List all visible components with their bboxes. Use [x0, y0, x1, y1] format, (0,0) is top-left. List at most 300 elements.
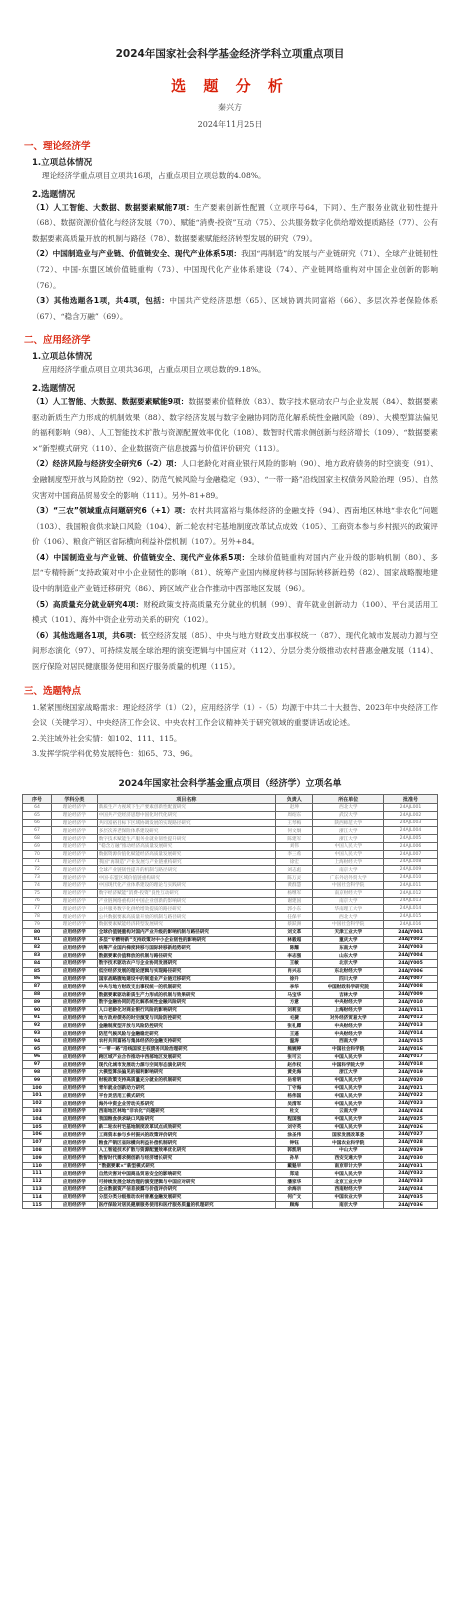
paragraph-lead: （1）人工智能、大数据、数据要素赋能9项： [32, 396, 189, 406]
paragraph-text: 低空经济发展（85）、中央与地方财政支出事权统一（87）、现代化城市发展动力源与空间形态演化（97）、可持续发展全球治理的演变逻辑与中国应对（112）、分层分类分级推动农村普惠金融发展（114）、医疗保险对居民健康服务使用和医疗服务质量的机理（115）。 [32, 630, 438, 672]
overview-text: 理论经济学重点项目立项共16项，占重点项目立项总数的4.08%。 [42, 171, 266, 180]
cell-pi: 张可云 [276, 1053, 313, 1061]
cell-number: 83 [23, 952, 52, 960]
cell-project-name: 国家战略腹地建设中的制造业产业链迁移研究 [97, 975, 275, 983]
cell-pi: 徐升 [276, 975, 313, 983]
cell-approval-no: 24AJL008 [384, 858, 438, 866]
cell-number: 70 [23, 850, 52, 858]
cell-project-name: 人工智能技术扩散与资源配置效率优化研究 [97, 1147, 275, 1155]
table-row [23, 967, 438, 975]
subheading-topics: 2.选题情况 [32, 189, 76, 200]
cell-pi: 陈建军 [276, 835, 313, 843]
cell-approval-no: 24AJY007 [384, 975, 438, 983]
cell-discipline: 应用经济学 [52, 1100, 98, 1108]
cell-institution: 北京工业大学 [313, 1178, 384, 1186]
table-row [23, 827, 438, 835]
cell-institution: 武汉大学 [313, 811, 384, 819]
cell-discipline: 应用经济学 [52, 1014, 98, 1022]
table-row [23, 858, 438, 866]
cell-discipline: 理论经济学 [52, 874, 98, 882]
cell-discipline: 应用经济学 [52, 1201, 98, 1209]
cell-approval-no: 24AJY031 [384, 1162, 438, 1170]
table-row [23, 975, 438, 983]
cell-approval-no: 24AJY029 [384, 1147, 438, 1155]
cell-approval-no: 24AJL012 [384, 889, 438, 897]
paragraph-lead: （2）经济风险与经济安全研究6（-2）项： [32, 459, 182, 469]
cell-institution: 西北大学 [313, 913, 384, 921]
cell-discipline: 应用经济学 [52, 1178, 98, 1186]
cell-number: 66 [23, 819, 52, 827]
table-row [23, 913, 438, 921]
cell-discipline: 应用经济学 [52, 936, 98, 944]
cell-pi: 郭凯明 [276, 1147, 313, 1155]
cell-discipline: 应用经济学 [52, 1170, 98, 1178]
cell-discipline: 应用经济学 [52, 1022, 98, 1030]
topic-paragraph [32, 628, 438, 675]
table-row [23, 1069, 438, 1077]
cell-approval-no: 24AJL013 [384, 897, 438, 905]
section-heading-features: 三、选题特点 [24, 685, 82, 697]
cell-institution: 南京审计大学 [313, 1162, 384, 1170]
cell-discipline: 应用经济学 [52, 1006, 98, 1014]
cell-number: 114 [23, 1193, 52, 1201]
topic-paragraph [32, 246, 438, 293]
cell-discipline: 应用经济学 [52, 1061, 98, 1069]
table-row [23, 952, 438, 960]
cell-approval-no: 24AJY017 [384, 1053, 438, 1061]
cell-institution: 中国人民大学 [313, 1076, 384, 1084]
cell-pi: 刘伟 [276, 842, 313, 850]
cell-pi: 任保平 [276, 913, 313, 921]
table-row [23, 1193, 438, 1201]
table-row [23, 1154, 438, 1162]
cell-pi: 孙早 [276, 1154, 313, 1162]
cell-approval-no: 24AJL009 [384, 866, 438, 874]
cell-institution: 中山大学 [313, 1147, 384, 1155]
col-header-pi: 负责人 [276, 795, 313, 804]
cell-discipline: 应用经济学 [52, 983, 98, 991]
paragraph-text: 农村共同富裕与集体经济的金融支持（94）、西南地区林地“非农化”问题（103）、我国粮食供求缺口风险（104）、新二轮农村宅基地制度改革试点成效（105）、工商资本参与乡村振兴的政策评价（106）、粮食产销区省际横向利益补偿机制（107）。另外+84。 [32, 506, 438, 547]
cell-institution: 东南大学 [313, 944, 384, 952]
cell-pi: 何广文 [276, 1193, 313, 1201]
cell-project-name: 地方政府债务的时空演变与风险防控研究 [97, 1014, 275, 1022]
cell-approval-no: 24AJL001 [384, 804, 438, 812]
cell-institution: 中国人民大学 [313, 1115, 384, 1123]
cell-number: 76 [23, 897, 52, 905]
cell-pi: 王遥 [276, 1030, 313, 1038]
cell-institution: 中央财经大学 [313, 1022, 384, 1030]
cell-approval-no: 24AJY030 [384, 1154, 438, 1162]
cell-pi: 温涛 [276, 1037, 313, 1045]
topic-paragraph [32, 597, 438, 628]
cell-project-name: 防范气候风险与金融稳定研究 [97, 1030, 275, 1038]
cell-approval-no: 24AJY023 [384, 1100, 438, 1108]
cell-number: 82 [23, 944, 52, 952]
cell-institution: 云南大学 [313, 1108, 384, 1116]
cell-institution: 中央财经大学 [313, 1030, 384, 1038]
cell-number: 84 [23, 959, 52, 967]
cell-pi: 程国强 [276, 1115, 313, 1123]
table-row [23, 936, 438, 944]
cell-discipline: 应用经济学 [52, 998, 98, 1006]
cell-project-name: 企业数据资产信息披露与价值评价研究 [97, 1186, 275, 1194]
cell-pi: 陈万灵 [276, 874, 313, 882]
cell-number: 112 [23, 1178, 52, 1186]
cell-institution: 南京大学 [313, 897, 384, 905]
cell-discipline: 理论经济学 [52, 804, 98, 812]
table-row [23, 928, 438, 936]
paragraph-text: 我国“再制造”的发展与产业链研究（71）、全球产业链韧性（72）、中国-东盟区域价值链重构（73）、中国现代化产业体系建设（74）、产业链网络重构对中国企业创新的影响（76）。 [32, 249, 438, 290]
cell-number: 99 [23, 1076, 52, 1084]
document-subtitle: 选 题 分 析 [171, 77, 289, 95]
paragraph-text: 生产要素创新性配置（立项序号64，下同）、生产服务业就业韧性提升（68）、数据资源价值化与经济发展（70）、赋能“消费-投资”互动（75）、公共服务数字化供给增效提质路径（77）、公有数据要素高质量开放的机制与路径（78）、数据要素赋能经济转型发展的研究（79）。 [32, 202, 438, 243]
cell-institution: 中国社会科学院 [313, 881, 384, 889]
cell-approval-no: 24AJY018 [384, 1061, 438, 1069]
cell-institution: 西北大学 [313, 804, 384, 812]
table-row [23, 1123, 438, 1131]
table-row [23, 1045, 438, 1053]
cell-number: 72 [23, 866, 52, 874]
cell-number: 110 [23, 1162, 52, 1170]
cell-discipline: 应用经济学 [52, 1131, 98, 1139]
cell-discipline: 应用经济学 [52, 1186, 98, 1194]
cell-institution: 中国人民大学 [313, 842, 384, 850]
cell-project-name: 工商资本参与乡村振兴的政策评价研究 [97, 1131, 275, 1139]
cell-project-name: 数据要素价值释放的机制与路径研究 [97, 952, 275, 960]
cell-institution: 浙江大学 [313, 835, 384, 843]
cell-discipline: 应用经济学 [52, 1092, 98, 1100]
cell-approval-no: 24AJY033 [384, 1178, 438, 1186]
table-row [23, 866, 438, 874]
cell-pi: 杨继军 [276, 889, 313, 897]
cell-number: 65 [23, 811, 52, 819]
cell-institution: 中国社会科学院 [313, 920, 384, 928]
cell-discipline: 应用经济学 [52, 1154, 98, 1162]
table-row [23, 1139, 438, 1147]
cell-approval-no: 24AJY034 [384, 1186, 438, 1194]
cell-number: 93 [23, 1030, 52, 1038]
cell-institution: 中国人民大学 [313, 1053, 384, 1061]
theory-paragraphs [22, 200, 438, 325]
topic-paragraph [32, 394, 438, 456]
cell-approval-no: 24AJL011 [384, 881, 438, 889]
cell-discipline: 应用经济学 [52, 975, 98, 983]
cell-number: 96 [23, 1053, 52, 1061]
cell-approval-no: 24AJL005 [384, 835, 438, 843]
cell-number: 113 [23, 1186, 52, 1194]
cell-pi: 吴清军 [276, 1100, 313, 1108]
cell-approval-no: 24AJL016 [384, 920, 438, 928]
cell-number: 90 [23, 1006, 52, 1014]
topic-paragraph [32, 293, 438, 324]
cell-number: 69 [23, 842, 52, 850]
cell-approval-no: 24AJL004 [384, 827, 438, 835]
cell-number: 98 [23, 1069, 52, 1077]
table-row [23, 874, 438, 882]
cell-number: 95 [23, 1045, 52, 1053]
cell-institution: 重庆大学 [313, 936, 384, 944]
cell-number: 92 [23, 1022, 52, 1030]
cell-pi: 蔡跃洲 [276, 920, 313, 928]
cell-pi: 涂圣伟 [276, 1131, 313, 1139]
table-row [23, 804, 438, 812]
table-row [23, 905, 438, 913]
table-row [23, 1115, 438, 1123]
cell-institution: 南京财经大学 [313, 889, 384, 897]
col-header-number: 序号 [23, 795, 52, 804]
cell-number: 102 [23, 1100, 52, 1108]
cell-pi: 王琴梅 [276, 819, 313, 827]
cell-pi: 李志强 [276, 952, 313, 960]
paragraph-lead: （4）中国制造业与产业链、价值链安全、现代产业体系5项： [32, 552, 250, 562]
cell-approval-no: 24AJY028 [384, 1139, 438, 1147]
cell-pi: 潘家华 [276, 1178, 313, 1186]
date: 2024年11月25日 [197, 120, 263, 129]
cell-pi: 黄群慧 [276, 881, 313, 889]
table-row [23, 991, 438, 999]
cell-project-name: 我国“再制造”产业发展与产业链重构研究 [97, 858, 275, 866]
table-row [23, 983, 438, 991]
cell-approval-no: 24AJY019 [384, 1069, 438, 1077]
cell-discipline: 理论经济学 [52, 850, 98, 858]
cell-project-name: 全球产业链韧性提升的机制与路径研究 [97, 866, 275, 874]
cell-pi: 黄先海 [276, 1069, 313, 1077]
section-heading-theory: 一、理论经济学 [24, 141, 91, 152]
cell-approval-no: 24AJY006 [384, 967, 438, 975]
cell-pi: 谢建国 [276, 897, 313, 905]
cell-number: 71 [23, 858, 52, 866]
cell-project-name: 共同富裕目标下区域协调发展的实现路径研究 [97, 819, 275, 827]
cell-project-name: 数智时代需求侧创新与经济增长研究 [97, 1154, 275, 1162]
table-row [23, 1053, 438, 1061]
cell-project-name: 大模型算法偏见的福利影响研究 [97, 1069, 275, 1077]
cell-number: 81 [23, 936, 52, 944]
cell-project-name: 我国粮食供求缺口风险研究 [97, 1115, 275, 1123]
cell-discipline: 应用经济学 [52, 1045, 98, 1053]
cell-approval-no: 24AJY035 [384, 1193, 438, 1201]
cell-discipline: 理论经济学 [52, 866, 98, 874]
cell-number: 109 [23, 1154, 52, 1162]
cell-approval-no: 24AJL006 [384, 842, 438, 850]
table-header-row [23, 795, 438, 804]
cell-number: 68 [23, 835, 52, 843]
project-table [22, 794, 438, 1209]
table-row [23, 1131, 438, 1139]
table-row [23, 1061, 438, 1069]
cell-pi: 赵坤 [276, 804, 313, 812]
cell-project-name: 多层“专精特新”支持政策对中小企业韧性的影响研究 [97, 936, 275, 944]
topic-paragraph [32, 456, 438, 503]
cell-project-name: 人口老龄化对商业银行风险的影响研究 [97, 1006, 275, 1014]
cell-pi: 杨伟国 [276, 1092, 313, 1100]
paragraph-lead: （1）人工智能、大数据、数据要素赋能7项： [32, 202, 195, 212]
cell-pi: 顾海 [276, 1201, 313, 1209]
table-row [23, 1084, 438, 1092]
cell-number: 97 [23, 1061, 52, 1069]
cell-approval-no: 24AJY005 [384, 959, 438, 967]
cell-pi: 何文炯 [276, 827, 313, 835]
cell-discipline: 应用经济学 [52, 1123, 98, 1131]
cell-pi: 熊婉婷 [276, 1045, 313, 1053]
cell-pi: 王敏 [276, 959, 313, 967]
table-row [23, 881, 438, 889]
cell-project-name: 全球价值链重构对国内产业升级的影响机制与路径研究 [97, 928, 275, 936]
cell-project-name: 多层次养老保险体系建设研究 [97, 827, 275, 835]
cell-project-name: 自然灾害对中国商品贸易安全的影响研究 [97, 1170, 275, 1178]
cell-pi: 郭小东 [276, 905, 313, 913]
cell-institution: 华南理工大学 [313, 905, 384, 913]
cell-institution: 陕西师范大学 [313, 819, 384, 827]
cell-pi: 李华 [276, 983, 313, 991]
cell-discipline: 应用经济学 [52, 1193, 98, 1201]
cell-number: 105 [23, 1123, 52, 1131]
cell-pi: 刘文革 [276, 928, 313, 936]
feature-item: 3.发挥学院学科优势发展特色：如65、73、96。 [32, 749, 198, 759]
cell-approval-no: 24AJY008 [384, 983, 438, 991]
cell-discipline: 理论经济学 [52, 827, 98, 835]
cell-project-name: 中国现代化产业体系建设的理论与实践研究 [97, 881, 275, 889]
cell-approval-no: 24AJY004 [384, 952, 438, 960]
table-row [23, 1170, 438, 1178]
table-row [23, 1178, 438, 1186]
cell-number: 77 [23, 905, 52, 913]
cell-institution: 西安交通大学 [313, 1154, 384, 1162]
cell-institution: 天津工业大学 [313, 928, 384, 936]
table-row [23, 998, 438, 1006]
cell-project-name: “稳含万融”推动经济高质量发展研究 [97, 842, 275, 850]
cell-institution: 四川大学 [313, 975, 384, 983]
paragraph-lead: （6）其他选题各1项，共6项： [32, 630, 141, 640]
cell-institution: 中国人民大学 [313, 1100, 384, 1108]
subheading-overview: 1.立项总体情况 [32, 158, 93, 168]
cell-number: 115 [23, 1201, 52, 1209]
cell-number: 73 [23, 874, 52, 882]
cell-approval-no: 24AJY022 [384, 1092, 438, 1100]
table-row [23, 1022, 438, 1030]
cell-institution: 浙江大学 [313, 827, 384, 835]
feature-item: 1.紧紧围绕国家战略需求：理论经济学（1）（2），应用经济学（1）-（5）均源于中共二十大报告、2023年中央经济工作会议（关键学习）、中央经济工作会议、中央农村工作会议精神关于研究领域的重要讲话或论述。 [32, 702, 438, 728]
cell-pi: 赵作权 [276, 1061, 313, 1069]
cell-project-name: 中国-东盟区域价值链重构研究 [97, 874, 275, 882]
cell-institution: 吉林大学 [313, 991, 384, 999]
cell-approval-no: 24AJY002 [384, 936, 438, 944]
cell-project-name: 医疗保险对居民健康服务使用和医疗服务质量的机理研究 [97, 1201, 275, 1209]
cell-approval-no: 24AJY009 [384, 991, 438, 999]
cell-number: 89 [23, 998, 52, 1006]
cell-number: 79 [23, 920, 52, 928]
cell-project-name: 数字技术驱动农户与企业协同发展研究 [97, 959, 275, 967]
topic-paragraph [32, 503, 438, 550]
table-row [23, 835, 438, 843]
document-title: 2024年国家社会科学基金经济学科立项重点项目 [115, 48, 345, 60]
col-header-project-name: 项目名称 [97, 795, 275, 804]
cell-discipline: 理论经济学 [52, 920, 98, 928]
subheading-overview: 1.立项总体情况 [32, 352, 93, 363]
cell-institution: 中国人民大学 [313, 1092, 384, 1100]
cell-approval-no: 24AJY003 [384, 944, 438, 952]
cell-institution: 广东外语外贸大学 [313, 874, 384, 882]
table-row [23, 944, 438, 952]
cell-project-name: 数据要素驱动新质生产力形成的机制与效果研究 [97, 991, 275, 999]
cell-pi: 余海宗 [276, 1186, 313, 1194]
table-row [23, 1186, 438, 1194]
cell-institution: 北京大学 [313, 959, 384, 967]
table-row [23, 1014, 438, 1022]
cell-approval-no: 24AJY011 [384, 1006, 438, 1014]
cell-project-name: 财税政策支持高质量充分就业的机制研究 [97, 1076, 275, 1084]
cell-number: 106 [23, 1131, 52, 1139]
cell-project-name: 数字技术赋能生产服务业就业韧性提升研究 [97, 835, 275, 843]
cell-number: 104 [23, 1115, 52, 1123]
cell-project-name: 低空经济发展的理论逻辑与实现路径研究 [97, 967, 275, 975]
cell-pi: 李三希 [276, 850, 313, 858]
cell-number: 94 [23, 1037, 52, 1045]
cell-number: 111 [23, 1170, 52, 1178]
cell-project-name: 统筹产业国内梯度转移与国际转移新趋势研究 [97, 944, 275, 952]
cell-institution: 对外经济贸易大学 [313, 1014, 384, 1022]
cell-project-name: 数据要素赋能经济转型发展研究 [97, 920, 275, 928]
topic-paragraph [32, 200, 438, 247]
cell-project-name: 产业链网络重构对中国企业创新的影响研究 [97, 897, 275, 905]
cell-approval-no: 24AJL003 [384, 819, 438, 827]
cell-project-name: “数据要素×”新型模式研究 [97, 1162, 275, 1170]
cell-project-name: 分层分类分级推动农村普惠金融发展研究 [97, 1193, 275, 1201]
col-header-approval-no: 批准号 [384, 795, 438, 804]
paragraph-text: 全球价值链重构对国内产业升级的影响机制（80）、多层“专精特新”支持政策对中小企业韧性的影响（81）、统筹产业国内梯度转移与国际转移新趋势（82）、国家战略腹地建设中的制造业产业链迁移研究（86）、跨区域产业合作推动中西部地区发展（96）。 [32, 552, 438, 594]
cell-discipline: 应用经济学 [52, 991, 98, 999]
cell-project-name: 中国共产党经济思想中国化时代化研究 [97, 811, 275, 819]
cell-project-name: 农村共同富裕与集体经济的金融支持研究 [97, 1037, 275, 1045]
cell-approval-no: 24AJY024 [384, 1108, 438, 1116]
paragraph-lead: （3）“三农”领域重点问题研究6（+1）项： [32, 506, 190, 516]
cell-number: 75 [23, 889, 52, 897]
cell-institution: 中国社会科学院 [313, 1045, 384, 1053]
cell-pi: 方意 [276, 998, 313, 1006]
cell-institution: 中国人民大学 [313, 1170, 384, 1178]
document-page [0, 46, 460, 1600]
cell-project-name: 公共数据要素高质量开放的机制与路径研究 [97, 913, 275, 921]
table-body [23, 804, 438, 1209]
cell-discipline: 应用经济学 [52, 1037, 98, 1045]
cell-number: 67 [23, 827, 52, 835]
cell-discipline: 应用经济学 [52, 1162, 98, 1170]
cell-discipline: 应用经济学 [52, 1030, 98, 1038]
cell-number: 103 [23, 1108, 52, 1116]
table-row [23, 1006, 438, 1014]
feature-item: 2.关注域外社会实情：如102、111、115。 [32, 733, 182, 743]
cell-project-name: 可持续发展全球治理的演变逻辑与中国应对研究 [97, 1178, 275, 1186]
cell-project-name: 数据资源价值化赋能经济高质量发展研究 [97, 850, 275, 858]
cell-institution: 中国财政科学研究院 [313, 983, 384, 991]
cell-number: 86 [23, 975, 52, 983]
cell-pi: 肖兴志 [276, 967, 313, 975]
cell-pi: 杜文 [276, 1108, 313, 1116]
cell-number: 85 [23, 967, 52, 975]
section-heading-applied: 二、应用经济学 [24, 335, 91, 347]
cell-discipline: 应用经济学 [52, 1115, 98, 1123]
table-row [23, 819, 438, 827]
cell-approval-no: 24AJY036 [384, 1201, 438, 1209]
table-row [23, 1108, 438, 1116]
cell-project-name: 平台灵活用工模式研究 [97, 1092, 275, 1100]
cell-pi: 刘莉亚 [276, 1006, 313, 1014]
cell-approval-no: 24AJY032 [384, 1170, 438, 1178]
cell-approval-no: 24AJY016 [384, 1045, 438, 1053]
cell-institution: 西南大学 [313, 1037, 384, 1045]
table-row [23, 1076, 438, 1084]
cell-number: 64 [23, 804, 52, 812]
cell-project-name: 中央与地方财政支出事权统一的机制研究 [97, 983, 275, 991]
